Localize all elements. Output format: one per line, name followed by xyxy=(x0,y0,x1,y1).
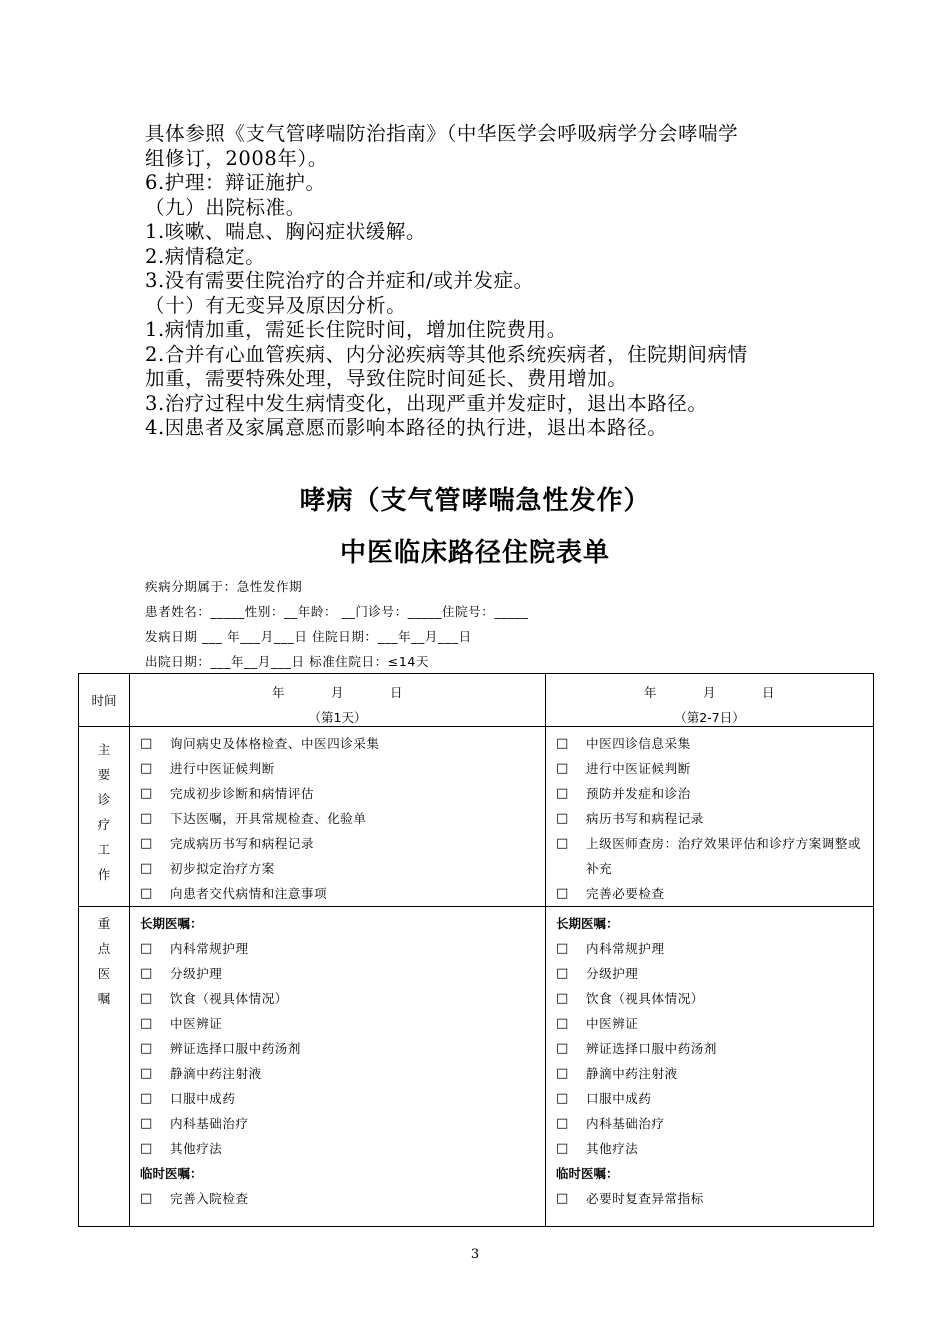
checklist-item[interactable]: □ 完成初步诊断和病情评估 xyxy=(140,781,545,806)
label-char: 点 xyxy=(97,941,111,956)
checklist-item[interactable]: □ 下达医嘱，开具常规检查、化验单 xyxy=(140,806,545,831)
checkbox-icon[interactable]: □ xyxy=(140,1016,153,1031)
checklist-item[interactable]: □ 中医辨证 xyxy=(556,1011,873,1036)
checklist-item[interactable]: □ 完善入院检查 xyxy=(140,1186,545,1211)
checkbox-icon[interactable]: □ xyxy=(140,941,153,956)
checkbox-icon[interactable]: □ xyxy=(140,836,153,851)
long-term-orders-heading: 长期医嘱： xyxy=(556,916,619,931)
table-header-row xyxy=(79,674,874,727)
page-number: 3 xyxy=(470,1247,480,1262)
checkbox-icon[interactable]: □ xyxy=(556,1116,569,1131)
checklist-item[interactable]: □ 其他疗法 xyxy=(140,1136,545,1161)
text-line: 3.没有需要住院治疗的合并症和/或并发症。 xyxy=(145,269,534,292)
checkbox-icon[interactable]: □ xyxy=(556,1041,569,1056)
checklist-item[interactable]: □ 初步拟定治疗方案 xyxy=(140,856,545,881)
day-range-label: （第1天） xyxy=(308,710,367,725)
text-line: 1.病情加重，需延长住院时间，增加住院费用。 xyxy=(145,318,567,341)
checkbox-icon[interactable]: □ xyxy=(556,1016,569,1031)
checklist-item[interactable]: □ 必要时复查异常指标 xyxy=(556,1186,873,1211)
label-char: 嘱 xyxy=(97,991,111,1006)
checklist-item[interactable]: □ 病历书写和病程记录 xyxy=(556,806,873,831)
checkbox-icon[interactable]: □ xyxy=(140,1066,153,1081)
checkbox-icon[interactable]: □ xyxy=(140,1141,153,1156)
checklist-item[interactable]: □ 进行中医证候判断 xyxy=(556,756,873,781)
text-line: 2.病情稳定。 xyxy=(145,244,266,268)
label-char: 重 xyxy=(97,916,111,931)
day2-7-header xyxy=(546,674,874,727)
checklist-item[interactable]: □ 辨证选择口服中药汤剂 xyxy=(556,1036,873,1061)
main-work-day2-7 xyxy=(546,727,874,907)
checkbox-icon[interactable]: □ xyxy=(556,811,569,826)
body-paragraphs xyxy=(145,122,845,441)
checkbox-icon[interactable]: □ xyxy=(140,736,153,751)
time-label: 时间 xyxy=(79,674,130,727)
long-term-orders-heading: 长期医嘱： xyxy=(140,916,203,931)
day-label: 日 xyxy=(390,685,404,700)
checklist-item[interactable]: □ 上级医师查房：治疗效果评估和诊疗方案调整或补充 xyxy=(556,831,873,881)
checklist-item[interactable]: □ 口服中成药 xyxy=(140,1086,545,1111)
checkbox-icon[interactable]: □ xyxy=(140,1191,153,1206)
checklist-item[interactable]: □ 内科常规护理 xyxy=(140,936,545,961)
checklist-item[interactable]: □ 分级护理 xyxy=(556,961,873,986)
temporary-orders-heading: 临时医嘱： xyxy=(556,1166,619,1181)
checkbox-icon[interactable]: □ xyxy=(556,1191,569,1206)
text-line: 4.因患者及家属意愿而影响本路径的执行进，退出本路径。 xyxy=(145,416,668,439)
checkbox-icon[interactable]: □ xyxy=(556,941,569,956)
checkbox-icon[interactable]: □ xyxy=(140,1041,153,1056)
clinical-pathway-table xyxy=(78,673,874,1227)
checklist-item[interactable]: □ 询问病史及体格检查、中医四诊采集 xyxy=(140,731,545,756)
checklist-item[interactable]: □ 向患者交代病情和注意事项 xyxy=(140,881,545,906)
text-line: 3.治疗过程中发生病情变化，出现严重并发症时，退出本路径。 xyxy=(145,391,708,415)
checklist-item[interactable]: □ 静滴中药注射液 xyxy=(556,1061,873,1086)
checklist-item[interactable]: □ 内科基础治疗 xyxy=(556,1111,873,1136)
text-line: 加重，需要特殊处理，导致住院时间延长、费用增加。 xyxy=(145,367,628,390)
checkbox-icon[interactable]: □ xyxy=(556,966,569,981)
key-orders-row xyxy=(79,907,874,1227)
main-work-label xyxy=(79,727,130,907)
checkbox-icon[interactable]: □ xyxy=(556,991,569,1006)
day-range-label: （第2-7日） xyxy=(674,710,745,725)
text-line: 组修订，2008年）。 xyxy=(145,146,328,170)
checkbox-icon[interactable]: □ xyxy=(556,736,569,751)
checkbox-icon[interactable]: □ xyxy=(556,1091,569,1106)
text-line: （十）有无变异及原因分析。 xyxy=(145,293,407,317)
label-char: 主 xyxy=(97,742,111,757)
checklist-item[interactable]: □ 饮食（视具体情况） xyxy=(556,986,873,1011)
checkbox-icon[interactable]: □ xyxy=(556,761,569,776)
temporary-orders-heading: 临时医嘱： xyxy=(140,1166,203,1181)
day1-header xyxy=(130,674,546,727)
checkbox-icon[interactable]: □ xyxy=(140,991,153,1006)
checkbox-icon[interactable]: □ xyxy=(140,966,153,981)
checkbox-icon[interactable]: □ xyxy=(140,811,153,826)
text-line: 具体参照《支气管哮喘防治指南》（中华医学会呼吸病学分会哮喘学 xyxy=(145,122,739,145)
month-label: 月 xyxy=(702,685,716,700)
month-label: 月 xyxy=(330,685,344,700)
patient-info-line: 患者姓名：_____性别：__年龄： __门诊号：_____住院号：_____ xyxy=(145,604,529,619)
checklist-item[interactable]: □ 进行中医证候判断 xyxy=(140,756,545,781)
checkbox-icon[interactable]: □ xyxy=(140,861,153,876)
label-char: 疗 xyxy=(97,817,111,832)
text-line: 2.合并有心血管疾病、内分泌疾病等其他系统疾病者，住院期间病情 xyxy=(145,342,748,366)
checklist-item[interactable]: □ 完善必要检查 xyxy=(556,881,873,906)
checkbox-icon[interactable]: □ xyxy=(140,886,153,901)
day-label: 日 xyxy=(762,685,776,700)
label-char: 诊 xyxy=(97,792,111,807)
label-char: 工 xyxy=(97,842,111,857)
orders-day1 xyxy=(130,907,546,1227)
text-line: （九）出院标准。 xyxy=(145,195,306,219)
checklist-item[interactable]: □ 中医四诊信息采集 xyxy=(556,731,873,756)
onset-admission-date-line: 发病日期 ___ 年___月___日 住院日期：___年__月___日 xyxy=(145,629,472,644)
year-label: 年 xyxy=(271,685,285,700)
form-subtitle: 中医临床路径住院表单 xyxy=(339,538,610,568)
checkbox-icon[interactable]: □ xyxy=(556,786,569,801)
form-title: 哮病（支气管哮喘急性发作） xyxy=(299,486,651,516)
checklist-item[interactable]: □ 内科基础治疗 xyxy=(140,1111,545,1136)
text-line: 6.护理：辩证施护。 xyxy=(145,171,326,194)
checkbox-icon[interactable]: □ xyxy=(140,1116,153,1131)
checklist-item[interactable]: □ 辨证选择口服中药汤剂 xyxy=(140,1036,545,1061)
checkbox-icon[interactable]: □ xyxy=(140,1091,153,1106)
orders-day2-7 xyxy=(546,907,874,1227)
checklist-item[interactable]: □ 口服中成药 xyxy=(556,1086,873,1111)
checkbox-icon[interactable]: □ xyxy=(556,1141,569,1156)
disease-stage-line: 疾病分期属于：急性发作期 xyxy=(145,579,303,594)
checklist-item[interactable]: □ 静滴中药注射液 xyxy=(140,1061,545,1086)
checklist-item[interactable]: □ 饮食（视具体情况） xyxy=(140,986,545,1011)
discharge-date-line: 出院日期：___年__月___日 标准住院日：≤14天 xyxy=(145,654,430,669)
checkbox-icon[interactable]: □ xyxy=(556,836,569,851)
checklist-item[interactable]: □ 其他疗法 xyxy=(556,1136,873,1161)
main-work-day1 xyxy=(130,727,546,907)
label-char: 作 xyxy=(97,867,111,882)
checklist-item[interactable]: □ 内科常规护理 xyxy=(556,936,873,961)
checklist-item[interactable]: □ 完成病历书写和病程记录 xyxy=(140,831,545,856)
text-line: 1.咳嗽、喘息、胸闷症状缓解。 xyxy=(145,220,427,243)
checklist-item[interactable]: □ 分级护理 xyxy=(140,961,545,986)
checklist-item[interactable]: □ 中医辨证 xyxy=(140,1011,545,1036)
year-label: 年 xyxy=(643,685,657,700)
checkbox-icon[interactable]: □ xyxy=(556,1066,569,1081)
checkbox-icon[interactable]: □ xyxy=(140,786,153,801)
main-work-row xyxy=(79,727,874,907)
label-char: 医 xyxy=(97,966,111,981)
checkbox-icon[interactable]: □ xyxy=(140,761,153,776)
key-orders-label xyxy=(79,907,130,1227)
checklist-item[interactable]: □ 预防并发症和诊治 xyxy=(556,781,873,806)
checkbox-icon[interactable]: □ xyxy=(556,886,569,901)
label-char: 要 xyxy=(97,767,111,782)
